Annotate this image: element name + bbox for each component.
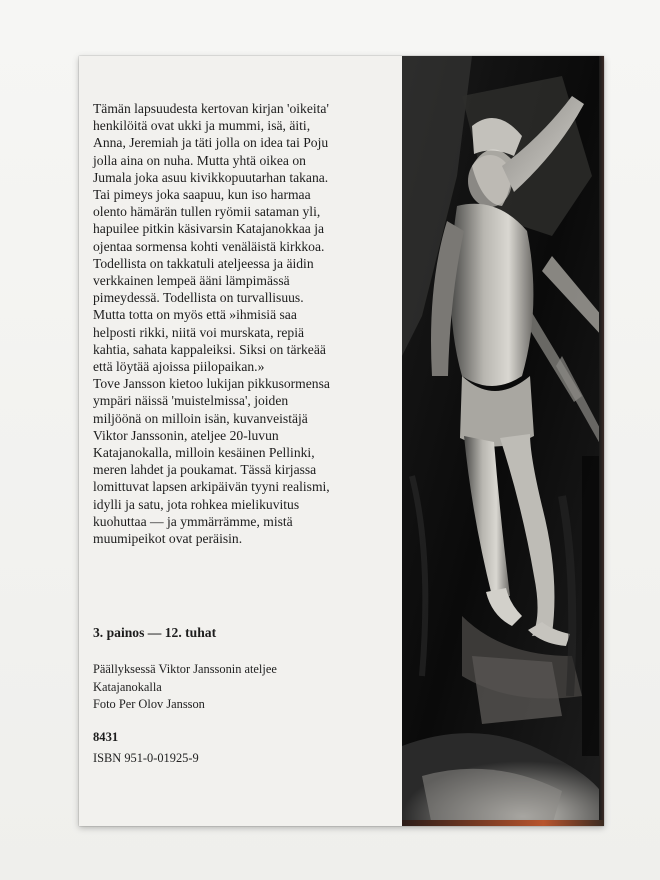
spine-edge xyxy=(599,56,604,826)
blurb-line: henkilöitä ovat ukki ja mummi, isä, äiti, xyxy=(93,118,311,134)
blurb-line: idylli ja satu, jota rohkea mielikuvitus xyxy=(93,496,300,512)
blurb-line: lomittuvat lapsen arkipäivän tyyni realismi, xyxy=(93,479,330,495)
blurb-line: jolla aina on nuha. Mutta yhtä oikea on xyxy=(93,152,306,168)
blurb-line: helposti rikki, niitä voi murskata, repiä xyxy=(93,324,305,340)
blurb-line: Viktor Janssonin, ateljee 20-luvun xyxy=(93,427,279,443)
blurb-line: muumipeikot ovat peräisin. xyxy=(93,531,243,547)
blurb-line: kahtia, sahata kappaleiksi. Siksi on tärkeää xyxy=(93,341,326,357)
cover-credits xyxy=(93,661,277,714)
bottom-edge xyxy=(402,820,604,826)
blurb-line: Todellista on takkatuli ateljeessa ja äidin xyxy=(93,255,314,271)
cover-photo-sculpture xyxy=(402,56,604,826)
credits-line: Päällyksessä Viktor Janssonin ateljee xyxy=(93,662,277,676)
isbn-number: ISBN 951-0-01925-9 xyxy=(93,751,199,765)
blurb-line: Jumala joka asuu kivikkopuutarhan takana. xyxy=(93,169,329,185)
blurb-line: verkkainen lempeä ääni lämpimässä xyxy=(93,273,290,289)
blurb-line: että löytää ajoissa piilopaikan.» xyxy=(93,359,265,375)
catalog-number: 8431 xyxy=(93,730,119,744)
blurb-line: ympäri näissä 'muistelmissa', joiden xyxy=(93,393,289,409)
credits-line: Foto Per Olov Jansson xyxy=(93,697,205,712)
blurb-line: Tai pimeys joka saapuu, kun iso harmaa xyxy=(93,187,311,203)
blurb-line: pimeydessä. Todellista on turvallisuus. xyxy=(93,290,304,306)
book-back-cover xyxy=(79,56,604,826)
blurb-line: Mutta totta on myös että »ihmisiä saa xyxy=(93,307,297,323)
blurb-line: ojentaa sormensa kohti venäläistä kirkkoa. xyxy=(93,238,325,254)
blurb-line: olento hämärän tullen ryömii sataman yli, xyxy=(93,204,321,220)
edition-info: 3. painos — 12. tuhat xyxy=(93,625,217,640)
blurb-line: Katajanokalla, milloin kesäinen Pellinki, xyxy=(93,445,315,461)
blurb-line: hapuilee pitkin käsivarsin Katajanokkaa ja xyxy=(93,221,325,237)
blurb-line: Tämän lapsuudesta kertovan kirjan 'oikeita' xyxy=(93,101,329,116)
blurb-line: kuohuttaa — ja ymmärrämme, mistä xyxy=(93,513,293,529)
credits-line: Katajanokalla xyxy=(93,679,162,694)
blurb-line: Anna, Jeremiah ja täti jolla on idea tai Poju xyxy=(93,135,329,151)
blurb-line: Tove Jansson kietoo lukijan pikkusormensa xyxy=(93,376,330,392)
sculpture-photo-illustration xyxy=(402,56,604,826)
blurb-text xyxy=(93,100,398,547)
blurb-line: meren lahdet ja poukamat. Tässä kirjassa xyxy=(93,462,317,478)
text-panel xyxy=(79,56,402,826)
blurb-line: miljöönä on milloin isän, kuvanveistäjä xyxy=(93,410,308,426)
